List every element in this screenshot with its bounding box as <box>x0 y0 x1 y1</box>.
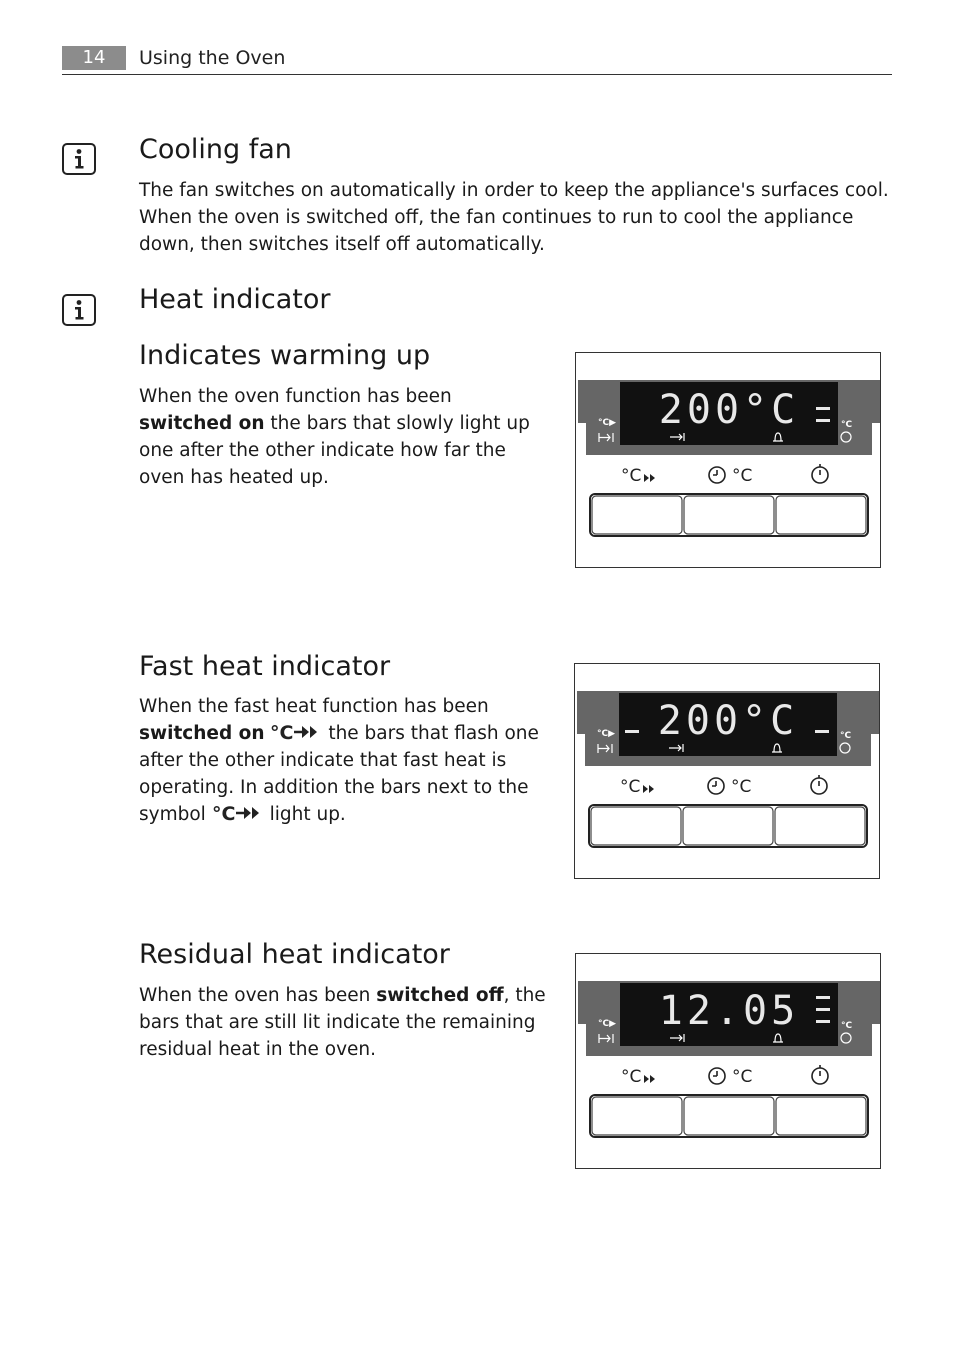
warming-up-heading: Indicates warming up <box>139 340 431 371</box>
residual-heat-heading: Residual heat indicator <box>139 939 450 970</box>
temperature-icon: °C <box>731 777 752 797</box>
page-number: 14 <box>62 46 126 70</box>
fast-heat-icon: °C▶ <box>598 418 617 428</box>
control-panel-illustration <box>574 663 880 879</box>
fast-heat-icon: °C▶ <box>597 729 616 739</box>
panel-button <box>683 807 773 845</box>
info-icon <box>62 143 96 175</box>
fast-heat-arrows <box>644 1075 655 1083</box>
panel-button <box>776 1097 866 1135</box>
info-icon <box>62 294 96 326</box>
panel-drawing <box>575 664 881 880</box>
warming-up-text: When the oven function has been switched on the bars that slowly light up one after the other indicate how far the oven has heated up. <box>139 386 530 488</box>
fast-heat-icon: °C <box>621 1067 642 1087</box>
panel-button <box>592 496 682 534</box>
fast-heat-icon: °C <box>620 777 641 797</box>
heat-bar <box>816 407 830 410</box>
heat-bar <box>815 730 829 733</box>
clock-hands <box>712 781 716 786</box>
heat-bar <box>816 1020 830 1023</box>
panel-button <box>592 1097 682 1135</box>
svg-text:°C: °C <box>211 803 236 823</box>
panel-button <box>684 1097 774 1135</box>
control-panel-illustration <box>575 352 881 568</box>
cooling-fan-text: The fan switches on automatically in order to keep the appliance's surfaces cool. When the oven is switched off, the fan continues to run to cool the appliance down, then switches itself off automatically. <box>139 180 889 255</box>
fast-heat-icon <box>212 803 264 823</box>
svg-text:°C: °C <box>270 722 294 742</box>
panel-drawing <box>576 353 882 569</box>
temp-label-icon: °C <box>841 420 853 430</box>
fast-heat-text: When the fast heat function has been switched on °C the bars that flash one after the other indicate that fast heat is operating. In addition the bars next to the symbol °C light up. <box>139 696 539 825</box>
heat-bar <box>625 730 639 733</box>
fast-heat-icon: °C <box>621 466 642 486</box>
heat-indicator-heading: Heat indicator <box>139 284 331 315</box>
panel-button <box>591 807 681 845</box>
heat-bar <box>816 419 830 422</box>
temperature-icon: °C <box>732 466 753 486</box>
display-readout: 200°C <box>657 698 799 744</box>
control-panel-illustration <box>575 953 881 1169</box>
temperature-icon: °C <box>732 1067 753 1087</box>
clock-hands <box>713 1071 717 1076</box>
fast-heat-icon: °C▶ <box>598 1019 617 1029</box>
page-header <box>62 46 892 75</box>
panel-button <box>684 496 774 534</box>
display-readout: 12.05 <box>658 988 800 1034</box>
heat-bar <box>816 996 830 999</box>
heat-bar <box>816 1008 830 1011</box>
fast-heat-heading: Fast heat indicator <box>139 651 391 682</box>
fast-heat-arrows <box>643 785 654 793</box>
panel-drawing <box>576 954 882 1170</box>
clock-hands <box>713 470 717 475</box>
running-title: Using the Oven <box>139 47 286 69</box>
temp-label-icon: °C <box>841 1021 853 1031</box>
residual-heat-text: When the oven has been switched off, the bars that are still lit indicate the remaining residual heat in the oven. <box>139 985 546 1060</box>
cooling-fan-heading: Cooling fan <box>139 134 292 165</box>
panel-button <box>776 496 866 534</box>
fast-heat-arrows <box>644 474 655 482</box>
panel-button <box>775 807 865 845</box>
temp-label-icon: °C <box>840 731 852 741</box>
fast-heat-icon <box>270 722 322 742</box>
display-readout: 200°C <box>658 387 800 433</box>
